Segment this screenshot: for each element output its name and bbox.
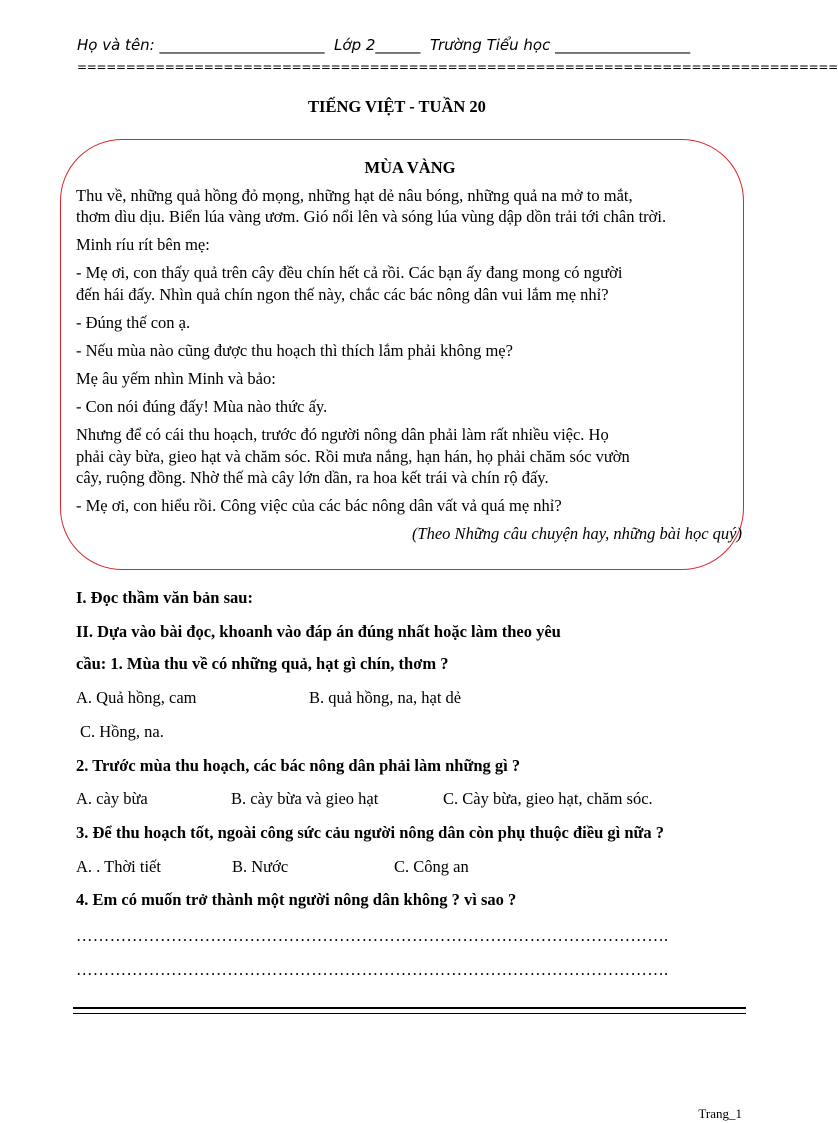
question-1: cầu: 1. Mùa thu về có những quả, hạt gì chín, thơm ? — [76, 654, 449, 673]
worksheet-title: TIẾNG VIỆT - TUẦN 20 — [308, 97, 486, 116]
q1-option-c[interactable]: C. Hồng, na. — [80, 722, 164, 741]
story-line: cây, ruộng đồng. Nhờ thế mà cây lớn dần, ra hoa kết trái và chín rộ đấy. — [76, 468, 549, 487]
story-title: MÙA VÀNG — [364, 158, 456, 177]
q3-option-a[interactable]: A. . Thời tiết — [76, 857, 161, 876]
story-line: thơm dìu dịu. Biển lúa vàng ươm. Gió nổi lên và sóng lúa vùng dập dồn trải tới chân trời. — [76, 207, 667, 226]
story-line: đến hái đấy. Nhìn quả chín ngon thế này, chắc các bác nông dân vui lắm mẹ nhỉ? — [76, 285, 609, 304]
q2-option-a[interactable]: A. cày bừa — [76, 789, 148, 808]
story-line: Mẹ âu yếm nhìn Minh và bảo: — [76, 369, 276, 388]
story-line: Thu về, những quả hồng đỏ mọng, những hạt dẻ nâu bóng, những quả na mở to mắt, — [76, 186, 633, 205]
question-3: 3. Để thu hoạch tốt, ngoài công sức cảu người nông dân còn phụ thuộc điều gì nữa ? — [76, 823, 665, 842]
story-line: - Mẹ ơi, con hiểu rồi. Công việc của các bác nông dân vất vả quá mẹ nhỉ? — [76, 496, 562, 515]
story-line: Minh ríu rít bên mẹ: — [76, 235, 210, 254]
story-line: phải cày bừa, gieo hạt và chăm sóc. Rồi mưa nắng, hạn hán, họ phải chăm sóc vườn — [76, 447, 630, 466]
section-2-heading: II. Dựa vào bài đọc, khoanh vào đáp án đúng nhất hoặc làm theo yêu — [76, 622, 561, 641]
q1-option-b[interactable]: B. quả hồng, na, hạt dẻ — [309, 688, 462, 707]
question-2: 2. Trước mùa thu hoạch, các bác nông dân phải làm những gì ? — [76, 756, 521, 775]
story-line: - Đúng thế con ạ. — [76, 313, 191, 332]
story-line: - Con nói đúng đấy! Mùa nào thức ấy. — [76, 397, 328, 416]
answer-line[interactable]: ……………………………………………………………………………………………. — [76, 960, 669, 979]
q1-option-a[interactable]: A. Quả hồng, cam — [76, 688, 197, 707]
question-4: 4. Em có muốn trở thành một người nông dân không ? vì sao ? — [76, 890, 517, 909]
q3-option-c[interactable]: C. Công an — [394, 857, 469, 876]
story-line: Nhưng để có cái thu hoạch, trước đó người nông dân phải làm rất nhiều việc. Họ — [76, 425, 609, 444]
footer-rule-thin — [73, 1013, 746, 1014]
page-number: Trang_1 — [698, 1106, 742, 1121]
q3-option-b[interactable]: B. Nước — [232, 857, 289, 876]
q2-option-b[interactable]: B. cày bừa và gieo hạt — [231, 789, 379, 808]
q2-option-c[interactable]: C. Cày bừa, gieo hạt, chăm sóc. — [443, 789, 653, 808]
student-info-line: Họ và tên: ______________________ Lớp 2______ Trường Tiểu học __________________ — [77, 36, 691, 54]
story-line: - Nếu mùa nào cũng được thu hoạch thì thích lắm phải không mẹ? — [76, 341, 513, 360]
story-source: (Theo Những câu chuyện hay, những bài học quý) — [411, 524, 742, 543]
header-separator: ============================================================================== — [77, 60, 838, 74]
footer-rule-thick — [73, 1007, 746, 1009]
section-1-heading: I. Đọc thầm văn bản sau: — [76, 588, 253, 607]
answer-line[interactable]: ……………………………………………………………………………………………. — [76, 926, 669, 945]
story-line: - Mẹ ơi, con thấy quả trên cây đều chín hết cả rồi. Các bạn ấy đang mong có người — [76, 263, 623, 282]
